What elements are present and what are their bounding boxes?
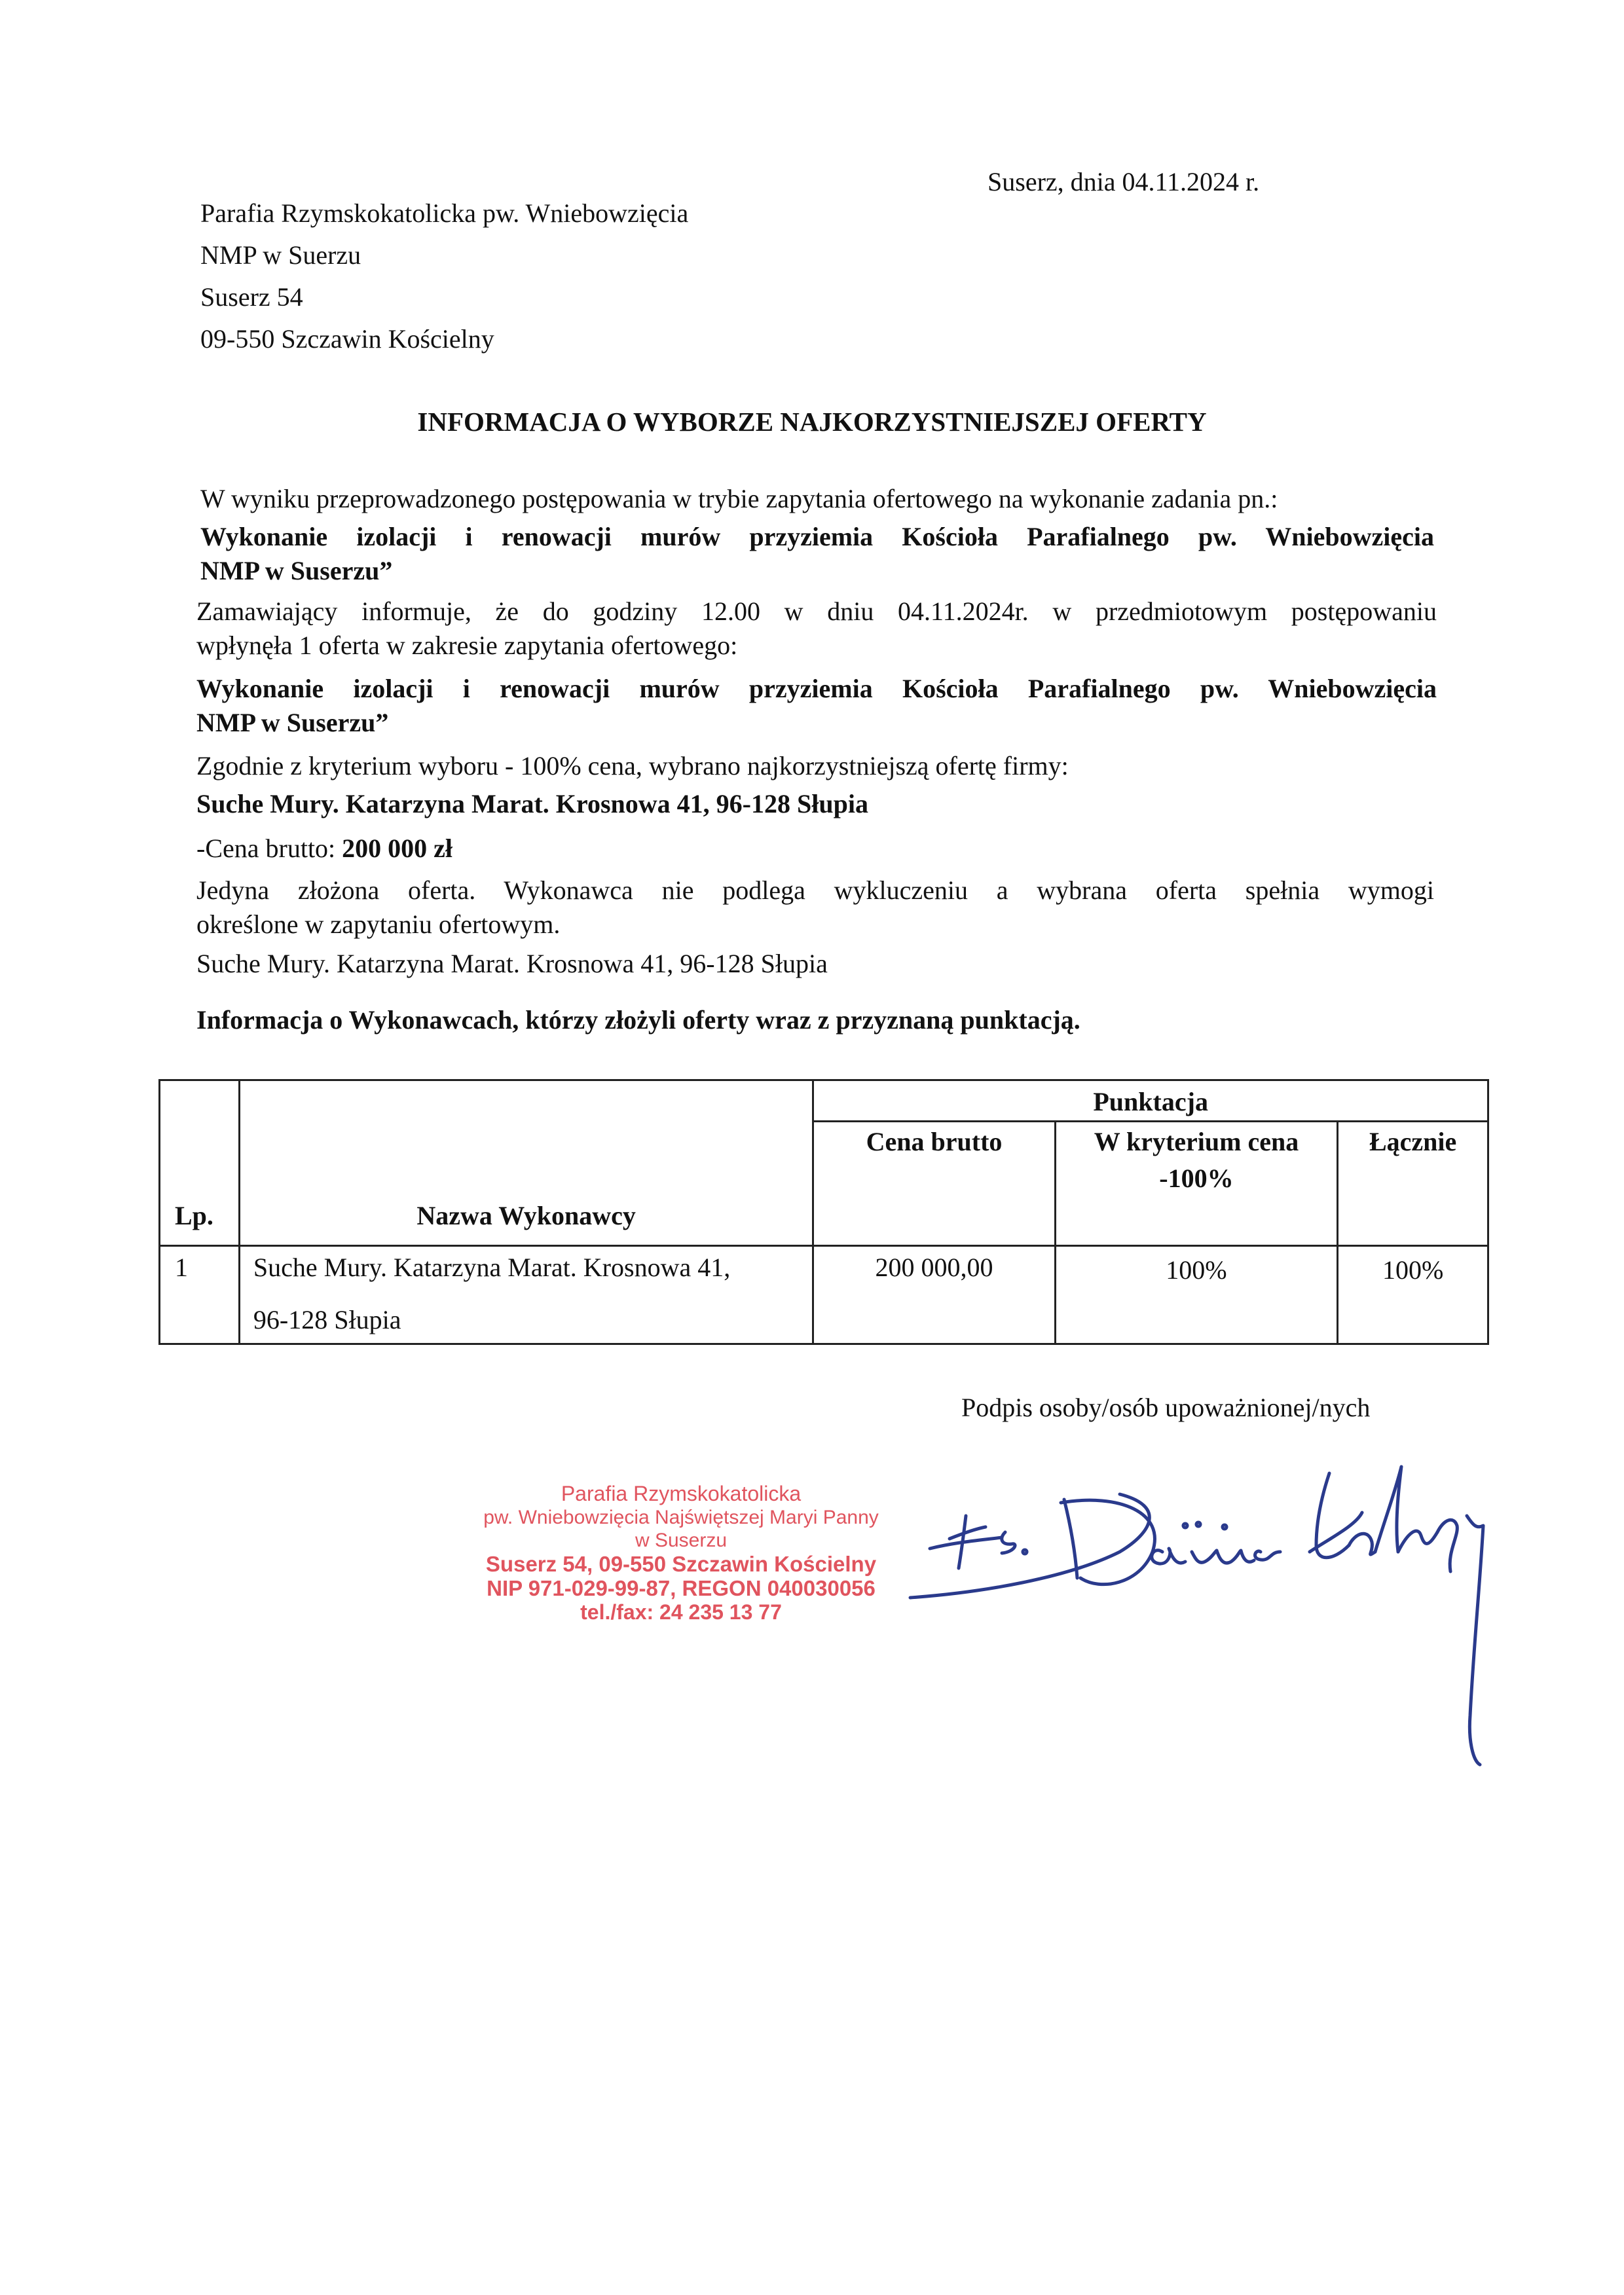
criterion-text: Zgodnie z kryterium wyboru - 100% cena, wybrano najkorzystniejszą ofertę firmy: <box>196 751 1069 780</box>
task-title-line: NMP w Suserzu” <box>200 556 393 585</box>
info-text: Zamawiający informuje, że do godziny 12.00 w dniu 04.11.2024r. w przedmiotowym postępowaniu <box>196 597 1437 626</box>
cell-price: 200 000,00 <box>813 1246 1055 1344</box>
task-title-line: NMP w Suserzu” <box>196 708 389 737</box>
address-line: NMP w Suerzu <box>200 240 361 270</box>
cell-criterion: 100% <box>1055 1246 1337 1344</box>
task-title-line: Wykonanie izolacji i renowacji murów przyziemia Kościoła Parafialnego pw. Wniebowzięcia <box>200 522 1434 551</box>
intro-text: W wyniku przeprowadzonego postępowania w trybie zapytania ofertowego na wykonanie zadania pn.: <box>200 484 1278 513</box>
price-label: -Cena brutto: <box>196 834 342 863</box>
stamp-line: Suserz 54, 09-550 Szczawin Kościelny <box>485 1552 877 1576</box>
parish-stamp <box>458 1481 904 1624</box>
table-header-row <box>160 1080 1488 1122</box>
price-value: 200 000 zł <box>342 834 453 863</box>
info-text: wpłynęła 1 oferta w zakresie zapytania ofertowego: <box>196 631 738 660</box>
cell-name-line: 96-128 Słupia <box>253 1305 401 1334</box>
stamp-line: tel./fax: 24 235 13 77 <box>580 1600 782 1624</box>
header-criterion: W kryterium cena -100% <box>1055 1122 1337 1246</box>
table-heading: Informacja o Wykonawcach, którzy złożyli oferty wraz z przyznaną punktacją. <box>196 1005 1080 1035</box>
header-price: Cena brutto <box>813 1122 1055 1246</box>
address-line: 09-550 Szczawin Kościelny <box>200 324 494 354</box>
address-line: Suserz 54 <box>200 282 303 312</box>
place-date: Suserz, dnia 04.11.2024 r. <box>987 167 1260 196</box>
offers-table <box>158 1079 1489 1345</box>
price-line <box>196 829 452 868</box>
task-title-line: Wykonanie izolacji i renowacji murów przyziemia Kościoła Parafialnego pw. Wniebowzięcia <box>196 674 1437 703</box>
handwritten-signature <box>904 1454 1532 1768</box>
table-row <box>160 1246 1488 1344</box>
cell-name-line: Suche Mury. Katarzyna Marat. Krosnowa 41, <box>253 1253 731 1282</box>
address-line: Parafia Rzymskokatolicka pw. Wniebowzięcia <box>200 198 689 228</box>
stamp-line: Parafia Rzymskokatolicka <box>561 1482 802 1505</box>
winner-plain: Suche Mury. Katarzyna Marat. Krosnowa 41, 96-128 Słupia <box>196 949 828 978</box>
cell-total: 100% <box>1338 1246 1488 1344</box>
header-points: Punktacja <box>813 1080 1488 1122</box>
sole-offer-text: Jedyna złożona oferta. Wykonawca nie podlega wykluczeniu a wybrana oferta spełnia wymogi <box>196 875 1434 905</box>
signature-caption: Podpis osoby/osób upoważnionej/nych <box>961 1393 1371 1422</box>
stamp-line: pw. Wniebowzięcia Najświętszej Maryi Panny <box>483 1507 879 1528</box>
header-total: Łącznie <box>1338 1122 1488 1246</box>
sole-offer-text: określone w zapytaniu ofertowym. <box>196 909 561 939</box>
stamp-line: w Suserzu <box>635 1530 728 1551</box>
winner-bold: Suche Mury. Katarzyna Marat. Krosnowa 41, 96-128 Słupia <box>196 789 868 818</box>
sender-address <box>200 194 688 361</box>
cell-name <box>239 1246 813 1344</box>
header-lp: Lp. <box>160 1080 240 1246</box>
header-name: Nazwa Wykonawcy <box>239 1080 813 1246</box>
document-title: INFORMACJA O WYBORZE NAJKORZYSTNIEJSZEJ OFERTY <box>417 407 1207 437</box>
cell-lp: 1 <box>160 1246 240 1344</box>
stamp-line: NIP 971-029-99-87, REGON 040030056 <box>487 1576 876 1600</box>
